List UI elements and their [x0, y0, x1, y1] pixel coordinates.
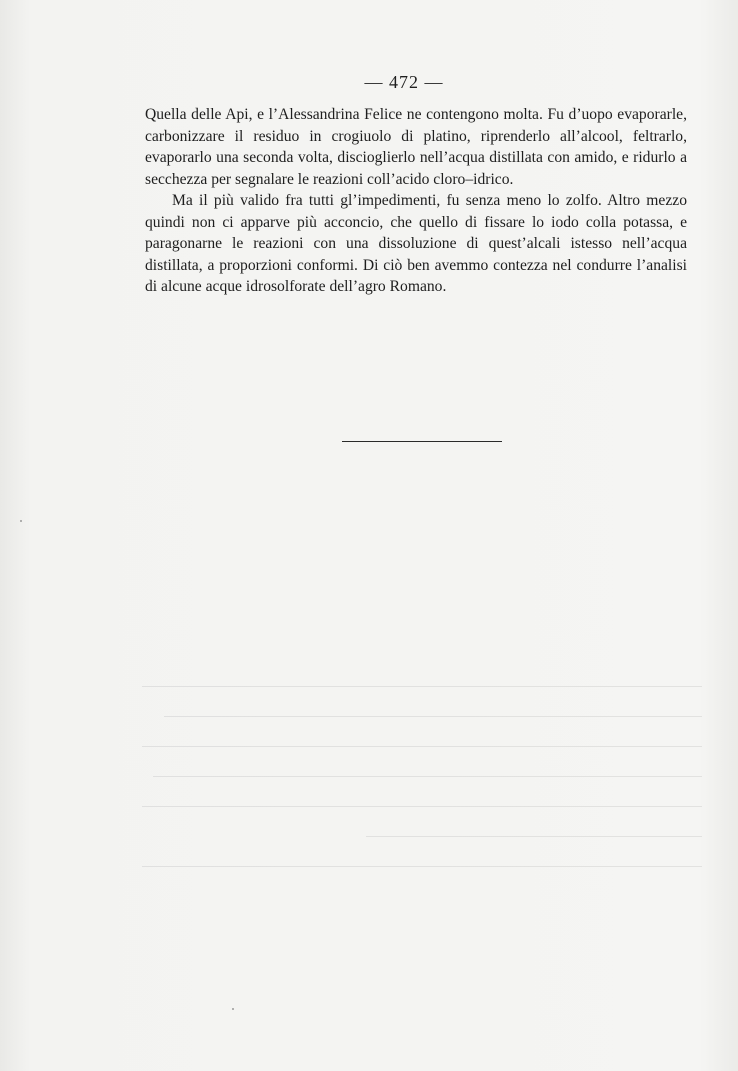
show-through-texture [142, 665, 702, 875]
body-text [145, 104, 687, 298]
paper-speck [20, 520, 22, 522]
section-divider-rule [342, 441, 502, 442]
paragraph-2: Ma il più valido fra tutti gl’impedimenti, fu senza meno lo zolfo. Altro mezzo quindi non ci apparve più acconcio, che quello di fissare lo iodo colla potassa, e paragonarne le reazioni con una dissoluzione di quest’alcali istesso nell’acqua distillata, a proporzioni conformi. Di ciò ben avemmo contezza nel condurre l’analisi di alcune acque idrosolforate dell’agro Romano. [145, 192, 687, 295]
page-number: — 472 — [364, 72, 444, 92]
paragraph-1: Quella delle Api, e l’Alessandrina Felice ne contengono molta. Fu d’uopo evaporarle, carbonizzare il residuo in crogiuolo di platino, riprenderlo all’alcool, feltrarlo, evaporarlo una seconda volta, discioglierlo nell’acqua distillata con amido, e ridurlo a secchezza per segnalare le reazioni coll’acido cloro–idrico. [145, 106, 687, 188]
paper-speck [232, 1008, 234, 1010]
